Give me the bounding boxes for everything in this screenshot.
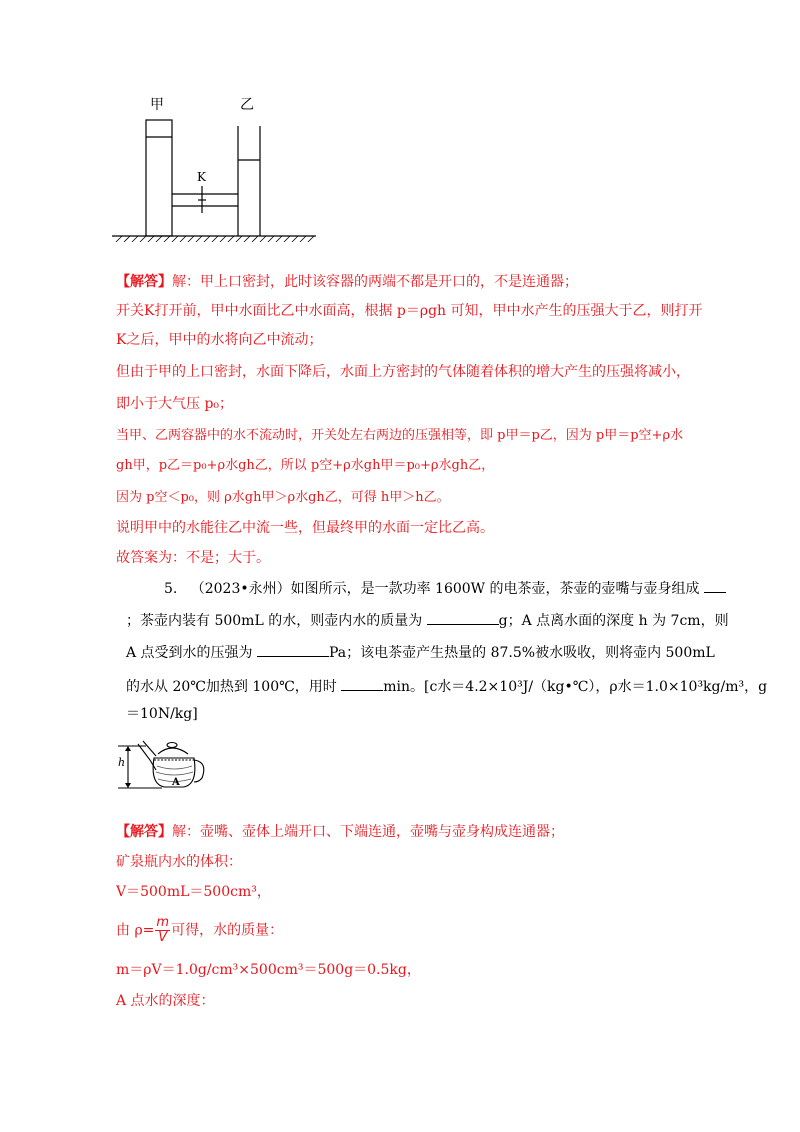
q5-text4b: min。[c水＝4.2×10³J/（kg•℃），ρ水＝1.0×10³kg/m³，g [383, 679, 768, 695]
q5-line1 [164, 578, 726, 599]
teapot-diagram [116, 732, 214, 794]
answer2-text4a: 由 ρ= [116, 922, 155, 939]
container-diagram [110, 90, 320, 245]
fraction-numerator: m [156, 915, 170, 930]
answer-tag: 【解答】 [116, 824, 172, 840]
answer2-line5: m＝ρV＝1.0g/cm³×500cm³＝500g＝0.5kg， [116, 962, 421, 978]
question-number: 5. [164, 581, 178, 597]
q5-text2a: ；茶壶内装有 500mL 的水，则壶内水的质量为 [126, 613, 423, 629]
answer1-line1 [116, 272, 578, 292]
container-figure [110, 90, 320, 245]
answer2-line4 [116, 916, 283, 945]
label-point-a: A [172, 777, 180, 788]
answer1-line10: 故答案为：不是；大于。 [116, 550, 270, 566]
answer2-line2: 矿泉瓶内水的体积： [116, 854, 242, 870]
q5-text2b: g；A 点离水面的深度 h 为 7cm，则 [498, 613, 729, 629]
teapot-figure [116, 732, 214, 794]
label-yi: 乙 [240, 97, 254, 113]
answer1-text1: 解：甲上口密封，此时该容器的两端不都是开口的，不是连通器； [172, 274, 578, 290]
q5-line3 [126, 642, 715, 663]
answer1-line2: 开关K打开前，甲中水面比乙中水面高，根据 p＝ρgh 可知，甲中水产生的压强大于乙，则打开 [116, 303, 703, 319]
answer-tag: 【解答】 [116, 274, 172, 290]
answer-blank-3[interactable] [257, 642, 329, 657]
answer1-line4: 但由于甲的上口密封，水面下降后，水面上方密封的气体随着体积的增大产生的压强将减小， [116, 364, 690, 380]
answer1-line6: 当甲、乙两容器中的水不流动时，开关处左右两边的压强相等，即 p甲＝p乙，因为 p甲＝p空+ρ水 [116, 428, 684, 443]
answer2-line6: A 点水的深度： [116, 993, 215, 1009]
q5-text1: （2023•永州）如图所示，是一款功率 1600W 的电茶壶，茶壶的壶嘴与壶身组成 [190, 581, 700, 597]
label-jia: 甲 [150, 97, 164, 113]
q5-line5: ＝10N/kg] [126, 706, 198, 722]
answer1-line3: K之后，甲中的水将向乙中流动； [116, 332, 323, 348]
answer1-line5: 即小于大气压 p₀； [116, 396, 234, 412]
label-h: h [118, 756, 126, 769]
q5-text3a: A 点受到水的压强为 [126, 645, 253, 661]
answer-blank-1[interactable] [704, 578, 726, 593]
answer1-line8: 因为 p空＜p₀，则 ρ水gh甲＞ρ水gh乙，可得 h甲＞h乙。 [116, 490, 450, 505]
q5-text4a: 的水从 20℃加热到 100℃，用时 [126, 679, 337, 695]
density-fraction [155, 916, 170, 945]
answer2-text4b: 可得，水的质量： [171, 922, 284, 939]
label-valve-k: K [197, 170, 206, 184]
q5-text3b: Pa；该电茶壶产生热量的 87.5%被水吸收，则将壶内 500mL [329, 645, 715, 661]
q5-line2 [126, 610, 729, 631]
answer1-line7: gh甲，p乙＝p₀+ρ水gh乙，所以 p空+ρ水gh甲＝p₀+ρ水gh乙， [116, 458, 495, 473]
answer2-line1 [116, 822, 564, 842]
fraction-denominator: V [158, 930, 168, 945]
answer-blank-4[interactable] [341, 676, 383, 691]
q5-line4 [126, 676, 767, 697]
answer2-text1: 解：壶嘴、壶体上端开口、下端连通，壶嘴与壶身构成连通器； [172, 824, 564, 840]
answer1-line9: 说明甲中的水能往乙中流一些，但最终甲的水面一定比乙高。 [116, 520, 494, 536]
answer-blank-2[interactable] [427, 610, 499, 625]
answer2-line3: V＝500mL＝500cm³， [116, 884, 271, 900]
